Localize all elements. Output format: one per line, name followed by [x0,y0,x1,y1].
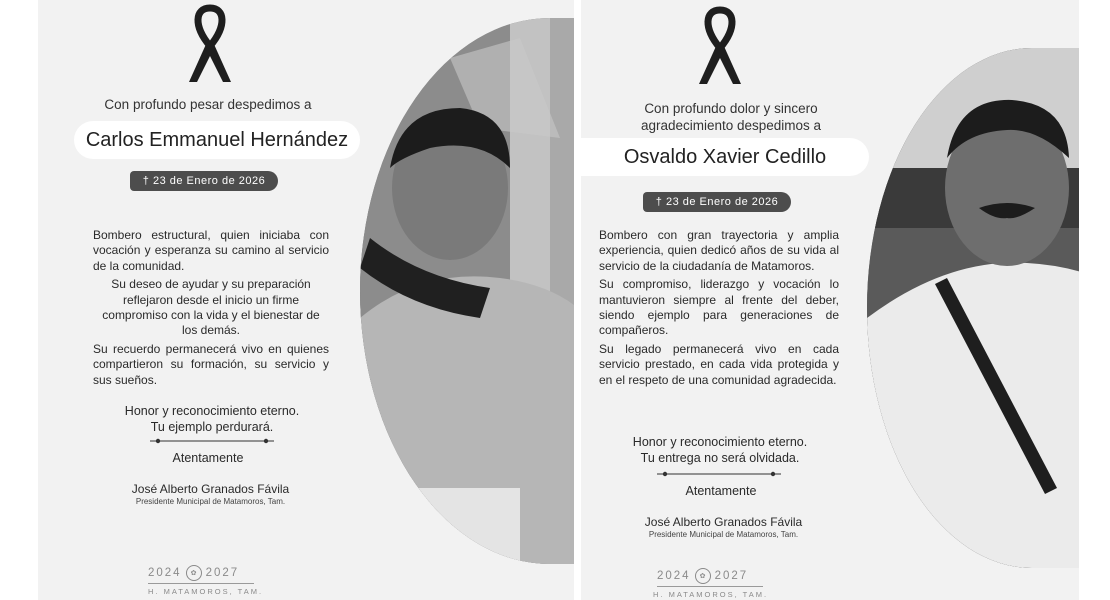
honor-line-2: Tu ejemplo perdurará. [150,420,274,434]
tribute-text [599,228,839,391]
photo-firefighter-young [360,18,574,564]
photo-silhouette [360,18,574,564]
photo-silhouette [867,48,1079,568]
intro-text: Con profundo dolor y sincero agradecimiento despedimos a [640,101,822,133]
tribute-paragraph-2: Su compromiso, liderazgo y vocación lo mantuvieron siempre al frente del deber, siendo ejemplo para generaciones de compañeros. [599,277,839,338]
mourning-ribbon-icon [693,4,747,88]
regards-text: Atentamente [172,451,244,465]
tribute-paragraph-3: Su recuerdo permanecerá vivo en quienes compartieron su formación, su servicio y sus sueños. [93,341,329,387]
honor-line-2: Tu entrega no será olvidada. [640,451,800,465]
ornamental-divider-icon [150,438,274,444]
mourning-ribbon-icon [183,2,237,86]
honor-text [603,434,837,466]
footer-year-end: 2027 [714,570,749,582]
regards-text: Atentamente [685,484,757,498]
ornamental-divider-icon [657,471,781,477]
footer-city: H. MATAMOROS, TAM. [653,590,769,599]
footer-divider [148,583,254,584]
signer-role: Presidente Municipal de Matamoros, Tam. [135,497,286,506]
honor-text [98,403,326,435]
signer-role: Presidente Municipal de Matamoros, Tam. [648,530,799,539]
honor-line-1: Honor y reconocimiento eterno. [632,435,808,449]
tribute-text [93,228,329,391]
footer-period [148,565,239,581]
tribute-paragraph-2: Su deseo de ayudar y su preparación reflejaron desde el inicio un firme compromiso con la vida y el bienestar de los demás. [102,277,320,338]
obituary-card-carlos [38,0,574,600]
intro-text: Con profundo pesar despedimos a [104,97,312,112]
footer-period [657,568,748,584]
signer-name: José Alberto Granados Fávila [644,515,803,529]
deceased-name: Carlos Emmanuel Hernández [74,121,360,159]
date-badge: † 23 de Enero de 2026 [643,192,791,212]
municipal-seal-icon: ✿ [186,565,202,581]
footer-year-end: 2027 [205,567,240,579]
municipal-seal-icon: ✿ [695,568,711,584]
deceased-name: Osvaldo Xavier Cedillo [581,138,869,176]
obituary-card-osvaldo [581,0,1079,600]
tribute-paragraph-1: Bombero con gran trayectoria y amplia experiencia, quien dedicó años de su vida al servicio de la ciudadanía de Matamoros. [599,228,839,273]
footer-divider [657,586,763,587]
footer-city: H. MATAMOROS, TAM. [148,587,264,596]
footer-year-start: 2024 [148,567,182,579]
tribute-paragraph-3: Su legado permanecerá vivo en cada servicio prestado, en cada vida protegida y en el respeto de una comunidad agradecida. [599,341,839,387]
footer-year-start: 2024 [657,570,691,582]
honor-line-1: Honor y reconocimiento eterno. [124,404,300,418]
tribute-paragraph-1: Bombero estructural, quien iniciaba con vocación y esperanza su camino al servicio de la comunidad. [93,228,329,273]
date-badge: † 23 de Enero de 2026 [130,171,278,191]
signer-name: José Alberto Granados Fávila [131,482,290,496]
photo-firefighter-senior [867,48,1079,568]
